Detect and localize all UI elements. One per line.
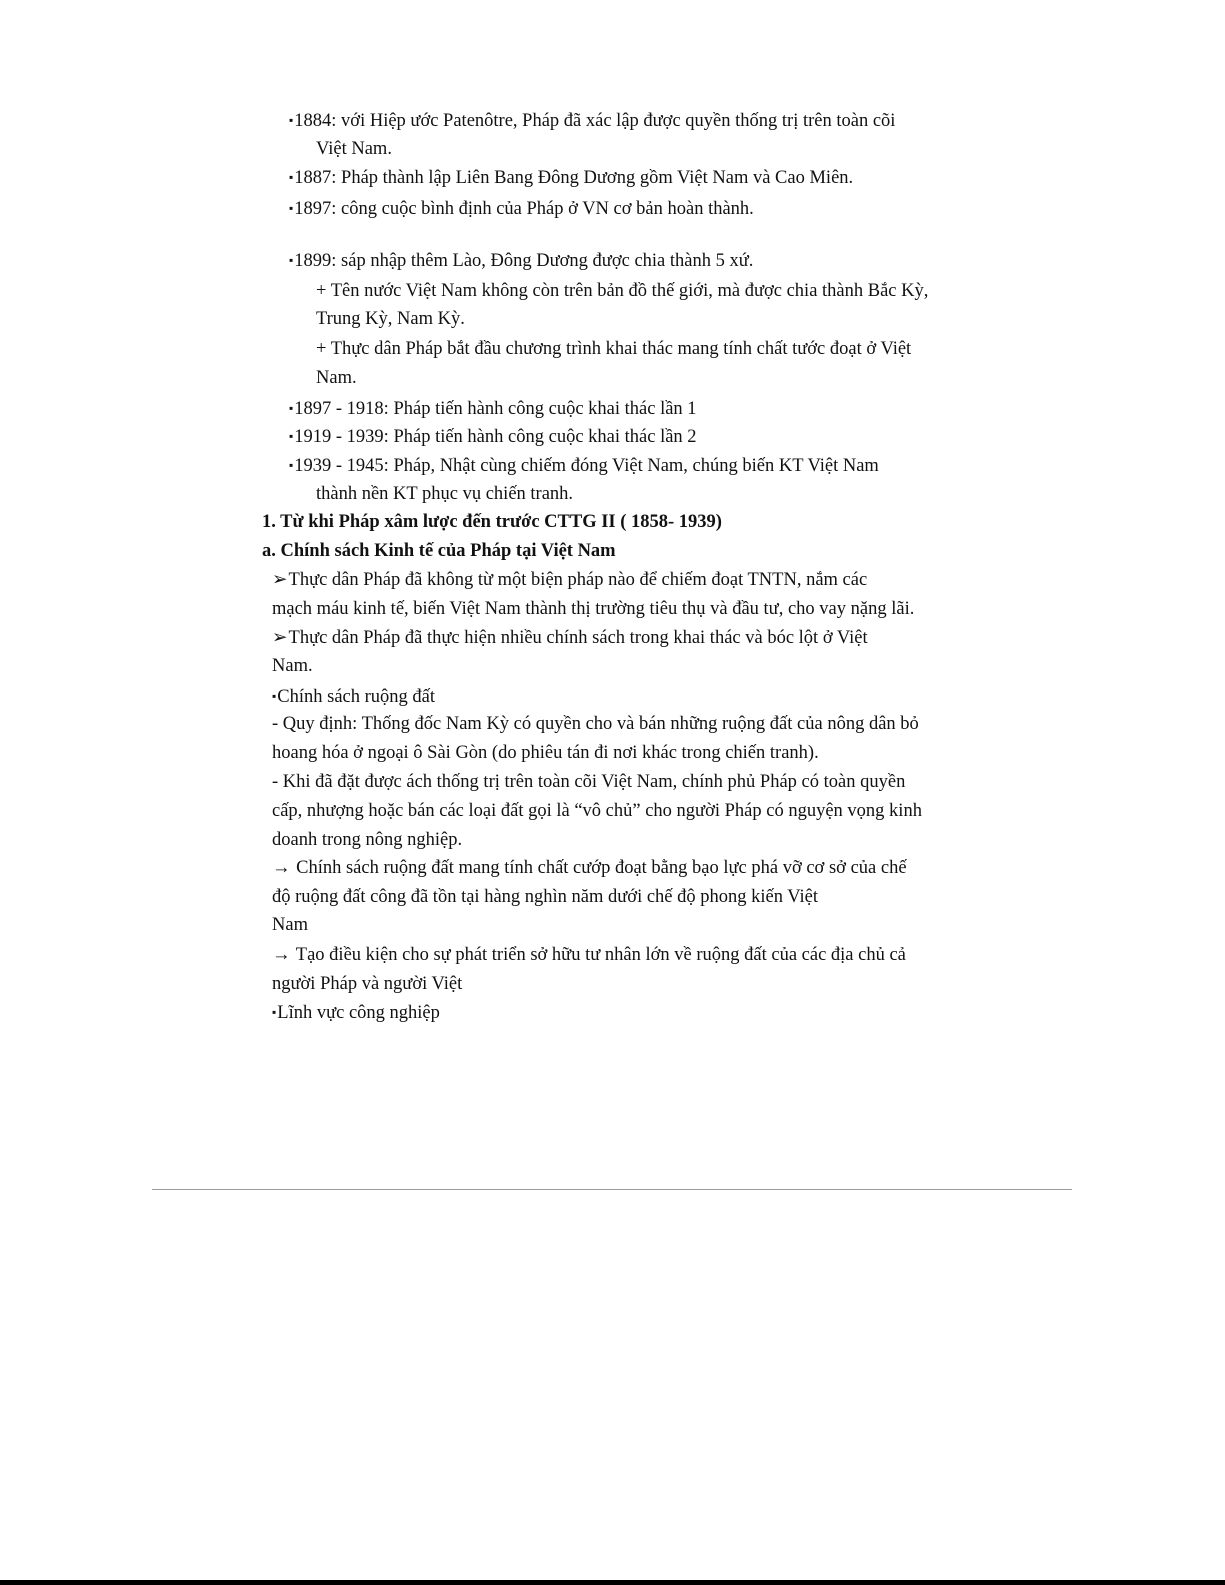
square-bullet-icon: ▪	[289, 253, 294, 267]
section-heading: 1. Từ khi Pháp xâm lược đến trước CTTG II ( 1858- 1939)	[262, 512, 722, 532]
body-line: người Pháp và người Việt	[272, 974, 463, 994]
timeline-item-1899: ▪1899: sáp nhập thêm Lào, Đông Dương được chia thành 5 xứ.	[289, 251, 754, 271]
timeline-item-1897: ▪1897: công cuộc bình định của Pháp ở VN cơ bản hoàn thành.	[289, 199, 754, 219]
square-bullet-icon: ▪	[289, 401, 294, 415]
body-line: hoang hóa ở ngoại ô Sài Gòn (do phiêu tán đi nơi khác trong chiến tranh).	[272, 743, 819, 763]
arrowhead-bullet-icon: ➢	[272, 628, 288, 648]
square-bullet-icon: ▪	[272, 689, 277, 703]
square-bullet-icon: ▪	[289, 201, 294, 215]
bottom-edge-bar	[0, 1580, 1225, 1585]
subsection-heading: a. Chính sách Kinh tế của Pháp tại Việt Nam	[262, 541, 616, 561]
timeline-item-1919-1939: ▪1919 - 1939: Pháp tiến hành công cuộc khai thác lần 2	[289, 427, 697, 447]
timeline-subitem: + Tên nước Việt Nam không còn trên bản đồ thế giới, mà được chia thành Bắc Kỳ,	[316, 281, 929, 301]
timeline-item-1939-1945: ▪1939 - 1945: Pháp, Nhật cùng chiếm đóng Việt Nam, chúng biến KT Việt Nam	[289, 456, 879, 476]
body-line: ▪Chính sách ruộng đất	[272, 687, 436, 707]
body-line: ➢Thực dân Pháp đã thực hiện nhiều chính sách trong khai thác và bóc lột ở Việt	[272, 628, 868, 648]
body-line: ➢Thực dân Pháp đã không từ một biện pháp nào để chiếm đoạt TNTN, nắm các	[272, 570, 868, 590]
right-arrow-icon: →	[272, 945, 291, 965]
body-line: ▪Lĩnh vực công nghiệp	[272, 1003, 440, 1023]
timeline-item-1897-1918: ▪1897 - 1918: Pháp tiến hành công cuộc khai thác lần 1	[289, 399, 697, 419]
square-bullet-icon: ▪	[289, 113, 294, 127]
body-line: Nam.	[272, 656, 313, 676]
arrowhead-bullet-icon: ➢	[272, 570, 288, 590]
timeline-item-1884-cont: Việt Nam.	[316, 139, 392, 159]
timeline-subitem-cont: Nam.	[316, 368, 357, 388]
body-line: mạch máu kinh tế, biến Việt Nam thành thị trường tiêu thụ và đầu tư, cho vay nặng lãi.	[272, 599, 915, 619]
timeline-subitem: + Thực dân Pháp bắt đầu chương trình khai thác mang tính chất tước đoạt ở Việt	[316, 339, 912, 359]
square-bullet-icon: ▪	[272, 1005, 277, 1019]
body-line: → Chính sách ruộng đất mang tính chất cướp đoạt bằng bạo lực phá vỡ cơ sở của chế	[272, 858, 907, 878]
body-line: doanh trong nông nghiệp.	[272, 830, 463, 850]
timeline-subitem-cont: Trung Kỳ, Nam Kỳ.	[316, 309, 465, 329]
right-arrow-icon: →	[272, 858, 291, 878]
body-line: → Tạo điều kiện cho sự phát triển sở hữu tư nhân lớn về ruộng đất của các địa chủ cả	[272, 945, 906, 965]
timeline-item-1939-1945-cont: thành nền KT phục vụ chiến tranh.	[316, 484, 574, 504]
body-line: - Khi đã đặt được ách thống trị trên toàn cõi Việt Nam, chính phủ Pháp có toàn quyền	[272, 772, 906, 792]
timeline-item-1887: ▪1887: Pháp thành lập Liên Bang Đông Dương gồm Việt Nam và Cao Miên.	[289, 168, 854, 188]
square-bullet-icon: ▪	[289, 170, 294, 184]
body-line: cấp, nhượng hoặc bán các loại đất gọi là “vô chủ” cho người Pháp có nguyện vọng kinh	[272, 801, 922, 821]
page-divider	[152, 1189, 1072, 1190]
body-line: - Quy định: Thống đốc Nam Kỳ có quyền cho và bán những ruộng đất của nông dân bỏ	[272, 714, 919, 734]
body-line: Nam	[272, 915, 308, 935]
body-line: độ ruộng đất công đã tồn tại hàng nghìn năm dưới chế độ phong kiến Việt	[272, 887, 819, 907]
timeline-item-1884: ▪1884: với Hiệp ước Patenôtre, Pháp đã xác lập được quyền thống trị trên toàn cõi	[289, 111, 896, 131]
square-bullet-icon: ▪	[289, 429, 294, 443]
square-bullet-icon: ▪	[289, 458, 294, 472]
